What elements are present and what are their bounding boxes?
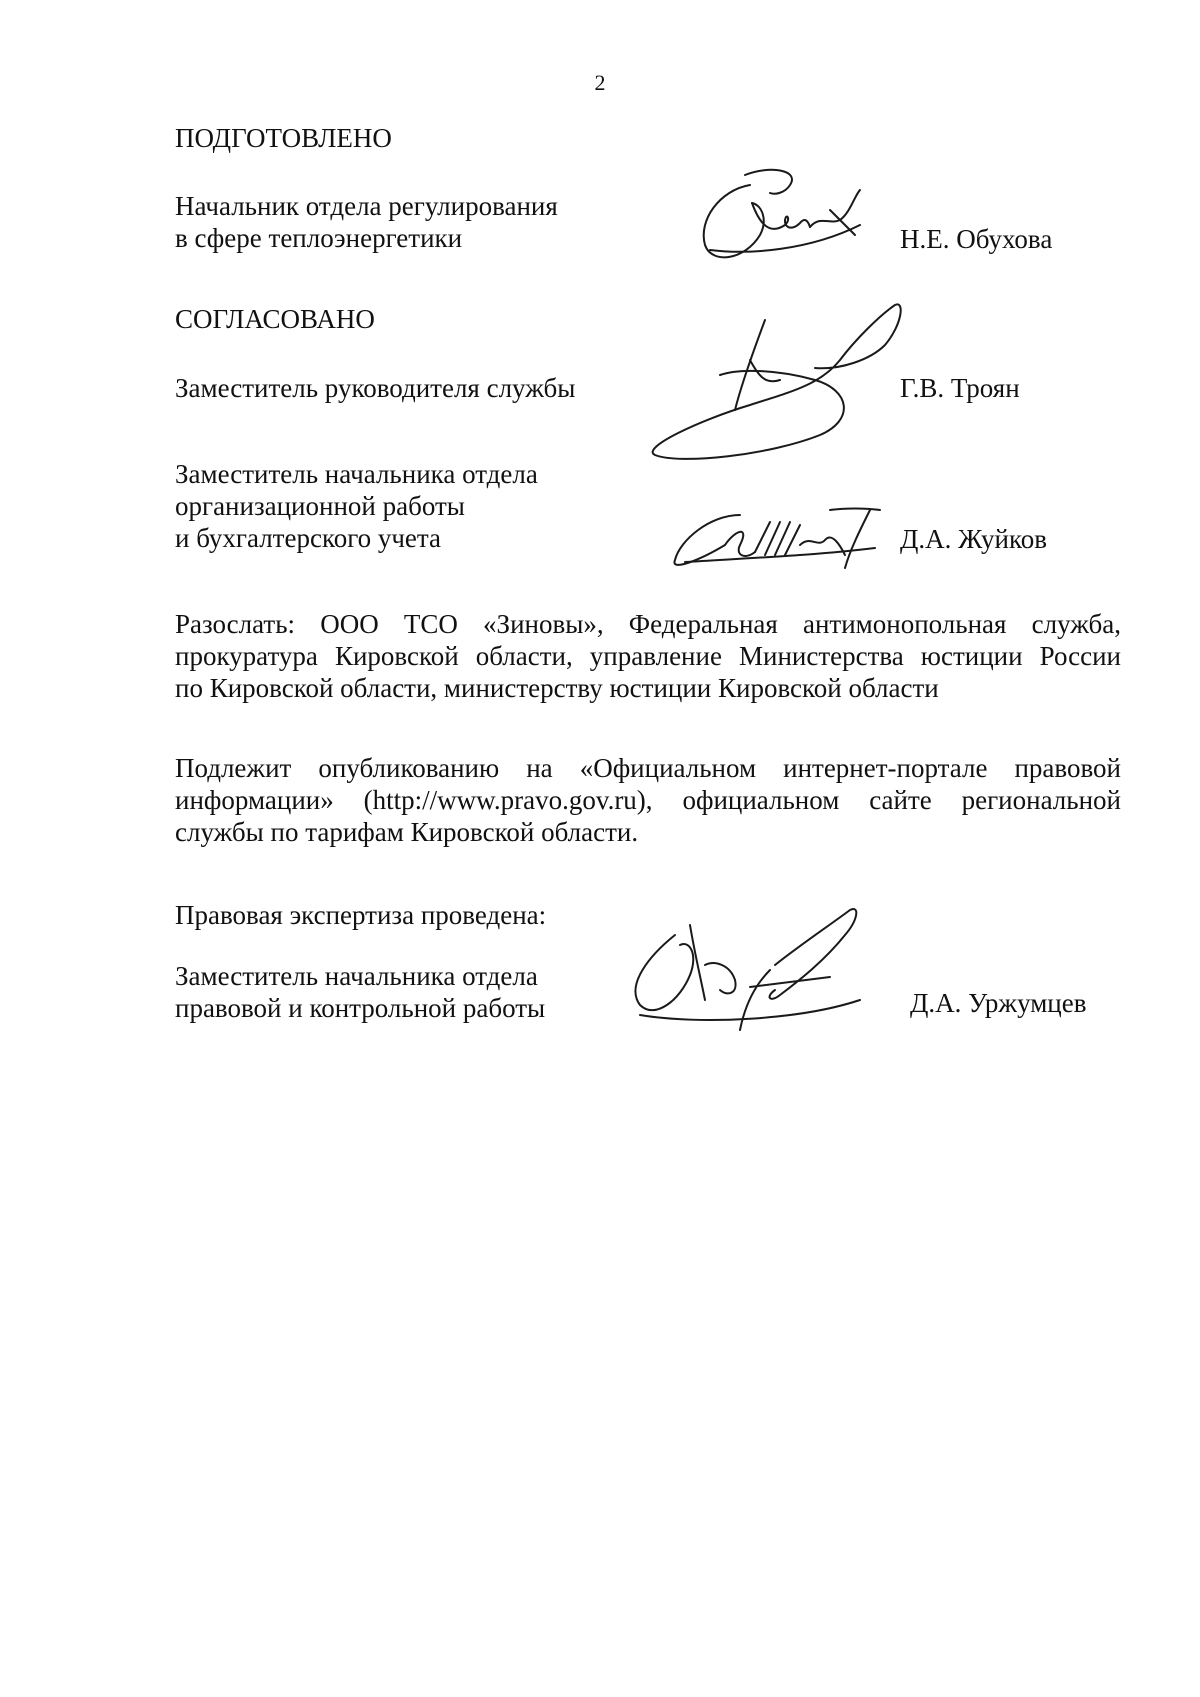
publication-line-2: информации» (http://www.pravo.gov.ru), официальном сайте региональной bbox=[175, 785, 1121, 815]
prepared-position bbox=[175, 190, 558, 254]
legal-review-position-line-1: Заместитель начальника отдела bbox=[175, 961, 538, 991]
distribution-line-2: прокуратура Кировской области, управление Министерства юстиции России bbox=[175, 641, 1121, 671]
signature-troyan bbox=[640, 300, 920, 475]
signature-obukhova bbox=[690, 165, 870, 275]
signature-urzhumtsev bbox=[620, 905, 920, 1035]
publication-line-1: Подлежит опубликованию на «Официальном интернет-портале правовой bbox=[175, 753, 1121, 783]
legal-review-name: Д.А. Уржумцев bbox=[910, 988, 1087, 1018]
agreed-signer-1-position: Заместитель руководителя службы bbox=[175, 373, 576, 403]
distribution-paragraph bbox=[175, 608, 1121, 704]
agreed-signer-2-position-line-2: организационной работы bbox=[175, 491, 465, 521]
publication-line-3: службы по тарифам Кировской области. bbox=[175, 817, 639, 847]
signature-zhuykov bbox=[670, 500, 900, 575]
agreed-signer-2-position-line-1: Заместитель начальника отдела bbox=[175, 459, 538, 489]
legal-review-heading: Правовая экспертиза проведена: bbox=[175, 900, 547, 930]
agreed-signer-2-position bbox=[175, 458, 538, 554]
prepared-heading: ПОДГОТОВЛЕНО bbox=[175, 123, 392, 153]
agreed-signer-1-name: Г.В. Троян bbox=[900, 373, 1020, 403]
legal-review-position-line-2: правовой и контрольной работы bbox=[175, 993, 546, 1023]
distribution-line-3: по Кировской области, министерству юстиции Кировской области bbox=[175, 673, 939, 703]
agreed-heading: СОГЛАСОВАНО bbox=[175, 304, 375, 334]
publication-paragraph bbox=[175, 752, 1121, 848]
agreed-signer-2-name: Д.А. Жуйков bbox=[900, 524, 1047, 554]
legal-review-position bbox=[175, 960, 545, 1024]
prepared-name: Н.Е. Обухова bbox=[900, 224, 1053, 254]
page-number: 2 bbox=[594, 70, 606, 95]
agreed-signer-2-position-line-3: и бухгалтерского учета bbox=[175, 523, 442, 553]
prepared-position-line-2: в сфере теплоэнергетики bbox=[175, 223, 463, 253]
prepared-position-line-1: Начальник отдела регулирования bbox=[175, 191, 558, 221]
distribution-line-1: Разослать: ООО ТСО «Зиновы», Федеральная антимонопольная служба, bbox=[175, 609, 1121, 639]
